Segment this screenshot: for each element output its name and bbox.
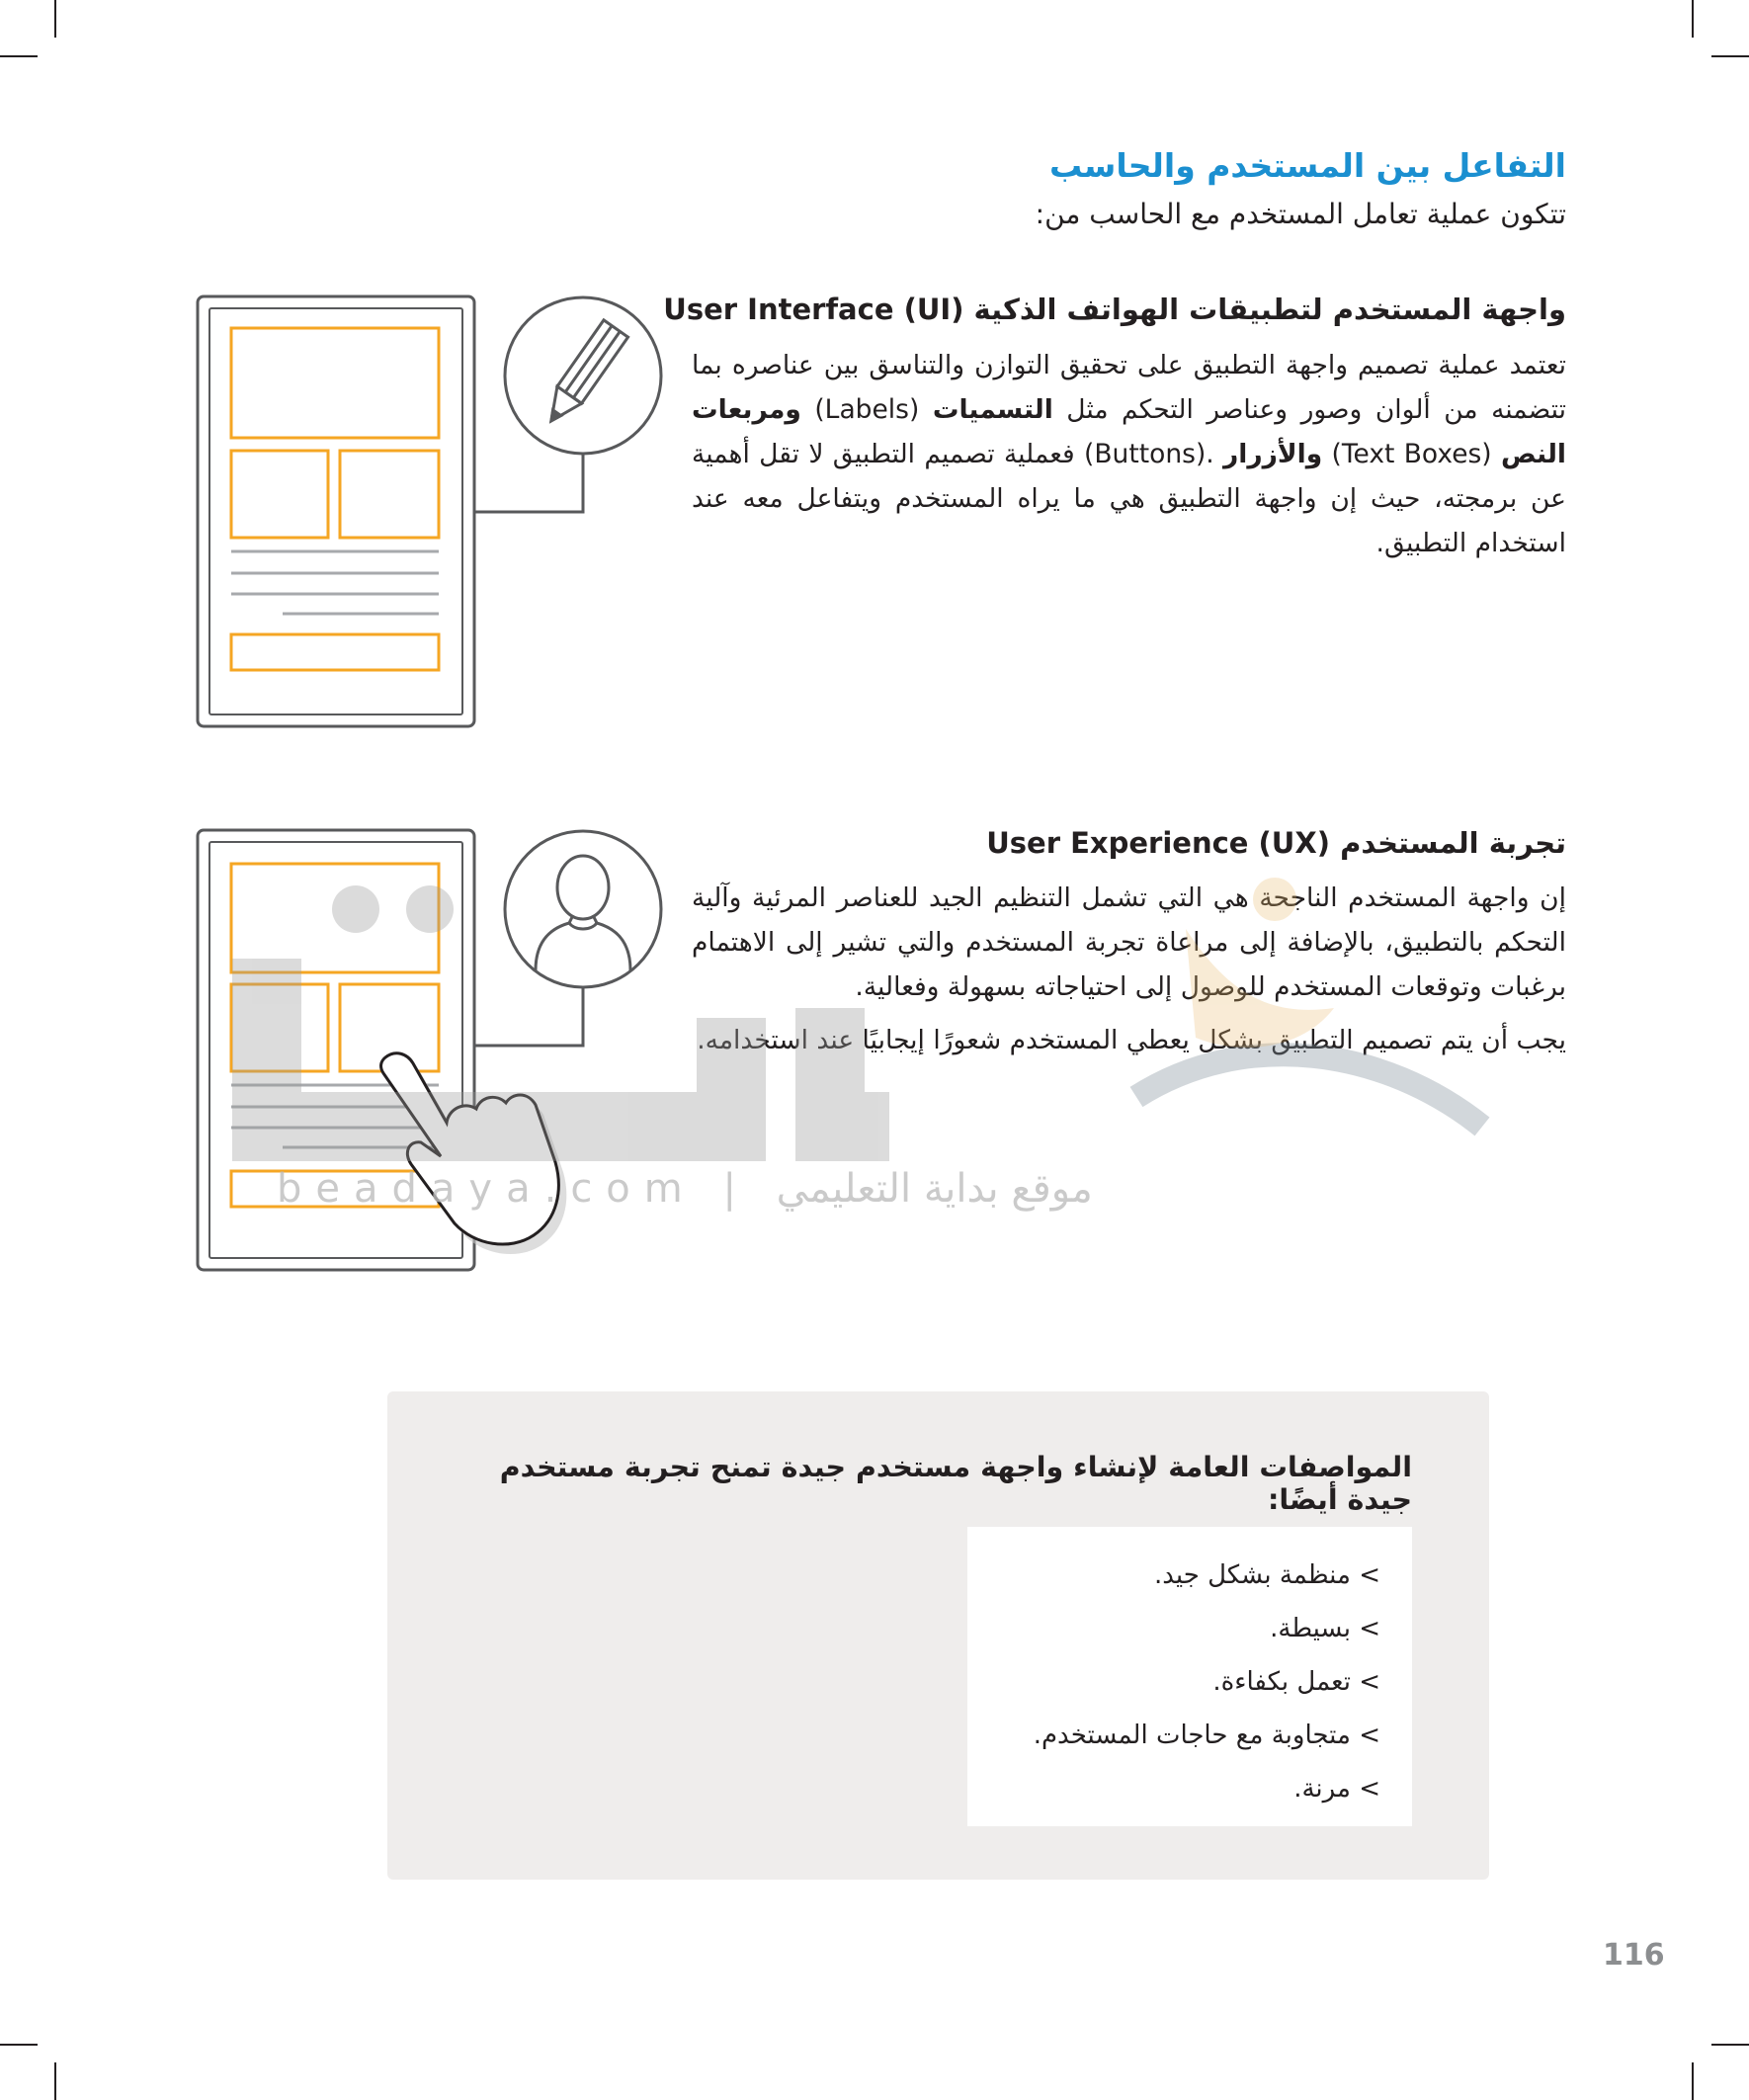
specs-list: [967, 1527, 1412, 1815]
watermark-url: beadaya.com | موقع بداية التعليمي: [277, 1166, 1093, 1212]
specs-item: > تعمل بكفاءة.: [967, 1655, 1380, 1709]
labels-term: التسميات: [932, 394, 1053, 425]
specs-item: > مرنة.: [967, 1762, 1380, 1815]
crop-mark: [0, 55, 38, 57]
specs-panel: [387, 1391, 1489, 1880]
page-number: 116: [1603, 1938, 1665, 1973]
crop-mark: [1711, 55, 1749, 57]
specs-item: > منظمة بشكل جيد.: [967, 1549, 1380, 1602]
ux-illustration: [188, 820, 672, 1285]
crop-mark: [1711, 2044, 1749, 2046]
ui-paragraph: تعتمد عملية تصميم واجهة التطبيق على تحقيق التوازن والتناسق بين عناصره بما تتضمنه من ألوان وصور وعناصر التحكم مثل التسميات (Labels) ومربعات النص (Text Boxes) والأزرار (Buttons). فعملية تصميم التطبيق لا تقل أهمية عن برمجته، حيث إن واجهة التطبيق هي ما يراه المستخدم ويتفاعل معه عند استخدام التطبيق.: [692, 350, 1566, 558]
specs-box: [967, 1527, 1412, 1826]
crop-mark: [1692, 2062, 1694, 2100]
buttons-term: والأزرار: [1223, 439, 1323, 469]
crop-mark: [54, 2062, 56, 2100]
ux-title: تجربة المستخدم (User Experience (UX: [986, 826, 1566, 860]
specs-item: > بسيطة.: [967, 1602, 1380, 1655]
ui-title: واجهة المستخدم لتطبيقات الهواتف الذكية (User Interface (UI: [663, 293, 1566, 326]
ui-illustration: [188, 287, 672, 731]
specs-title: المواصفات العامة لإنشاء واجهة مستخدم جيدة تمنح تجربة مستخدم جيدة أيضًا:: [499, 1451, 1412, 1516]
ux-paragraph: إن واجهة المستخدم الناجحة هي التي تشمل التنظيم الجيد للعناصر المرئية وآلية التحكم بالتطبيق، بالإضافة إلى مراعاة تجربة المستخدم والتي تشير إلى الاهتمام برغبات وتوقعات المستخدم للوصول إلى احتياجاته بسهولة وفعالية.: [692, 882, 1566, 1002]
section-title: التفاعل بين المستخدم والحاسب: [1048, 146, 1566, 185]
section-intro: تتكون عملية تعامل المستخدم مع الحاسب من:: [1035, 198, 1566, 230]
crop-mark: [0, 2044, 38, 2046]
crop-mark: [54, 0, 56, 38]
specs-item: > متجاوبة مع حاجات المستخدم.: [967, 1709, 1380, 1762]
textboxes-term: ومربعات النص: [692, 394, 1566, 469]
crop-mark: [1692, 0, 1694, 38]
ux-note: يجب أن يتم تصميم التطبيق بشكل يعطي المستخدم شعورًا إيجابيًا عند استخدامه.: [697, 1025, 1566, 1055]
